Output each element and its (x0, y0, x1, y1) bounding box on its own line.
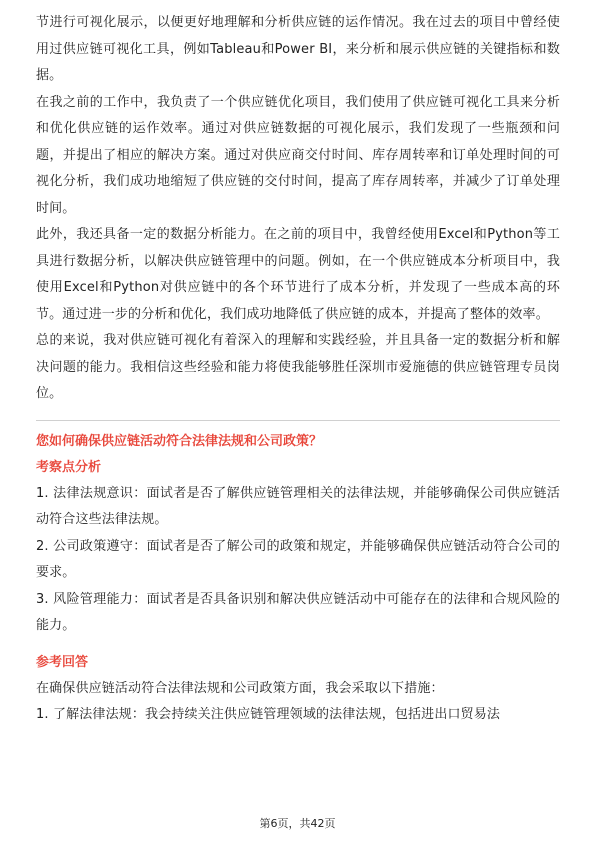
answer-heading: 参考回答 (36, 654, 89, 670)
section-divider (36, 420, 560, 421)
question-title: 您如何确保供应链活动符合法律法规和公司政策？ (36, 433, 323, 449)
intro-paragraph-3: 此外，我还具备一定的数据分析能力。在之前的项目中，我曾经使用Excel和Python等工具进行数据分析，以解决供应链管理中的问题。例如，在一个供应链成本分析项目中，我使用Excel和Python对供应链中的各个环节进行了成本分析，并发现了一些成本高的环节。通过进一步的分析和优化，我们成功地降低了供应链的成本，并提高了整体的效率。 (36, 227, 560, 322)
page-number-footer: 第6页，共42页 (259, 817, 336, 830)
intro-paragraph-4: 总的来说，我对供应链可视化有着深入的理解和实践经验，并且具备一定的数据分析和解决问题的能力。我相信这些经验和能力将使我能够胜任深圳市爱施德的供应链管理专员岗位。 (36, 333, 560, 401)
answer-intro: 在确保供应链活动符合法律法规和公司政策方面，我会采取以下措施： (36, 680, 444, 696)
analysis-heading: 考察点分析 (36, 459, 102, 475)
answer-item-1: 1. 了解法律法规：我会持续关注供应链管理领域的法律法规，包括进出口贸易法 (36, 707, 501, 722)
analysis-item-3: 3. 风险管理能力：面试者是否具备识别和解决供应链活动中可能存在的法律和合规风险的能力。 (36, 591, 560, 633)
analysis-item-2: 2. 公司政策遵守：面试者是否了解公司的政策和规定，并能够确保供应链活动符合公司的要求。 (36, 538, 560, 580)
intro-paragraph-2: 在我之前的工作中，我负责了一个供应链优化项目，我们使用了供应链可视化工具来分析和优化供应链的运作效率。通过对供应链数据的可视化展示，我们发现了一些瓶颈和问题，并提出了相应的解决方案。通过对供应商交付时间、库存周转率和订单处理时间的可视化分析，我们成功地缩短了供应链的交付时间，提高了库存周转率，并减少了订单处理时间。 (36, 94, 560, 216)
page-content (36, 10, 560, 729)
analysis-item-1: 1. 法律法规意识：面试者是否了解供应链管理相关的法律法规，并能够确保公司供应链活动符合这些法律法规。 (36, 485, 560, 527)
intro-paragraph-1: 节进行可视化展示，以便更好地理解和分析供应链的运作情况。我在过去的项目中曾经使用过供应链可视化工具，例如Tableau和Power BI，来分析和展示供应链的关键指标和数据。 (36, 15, 560, 83)
